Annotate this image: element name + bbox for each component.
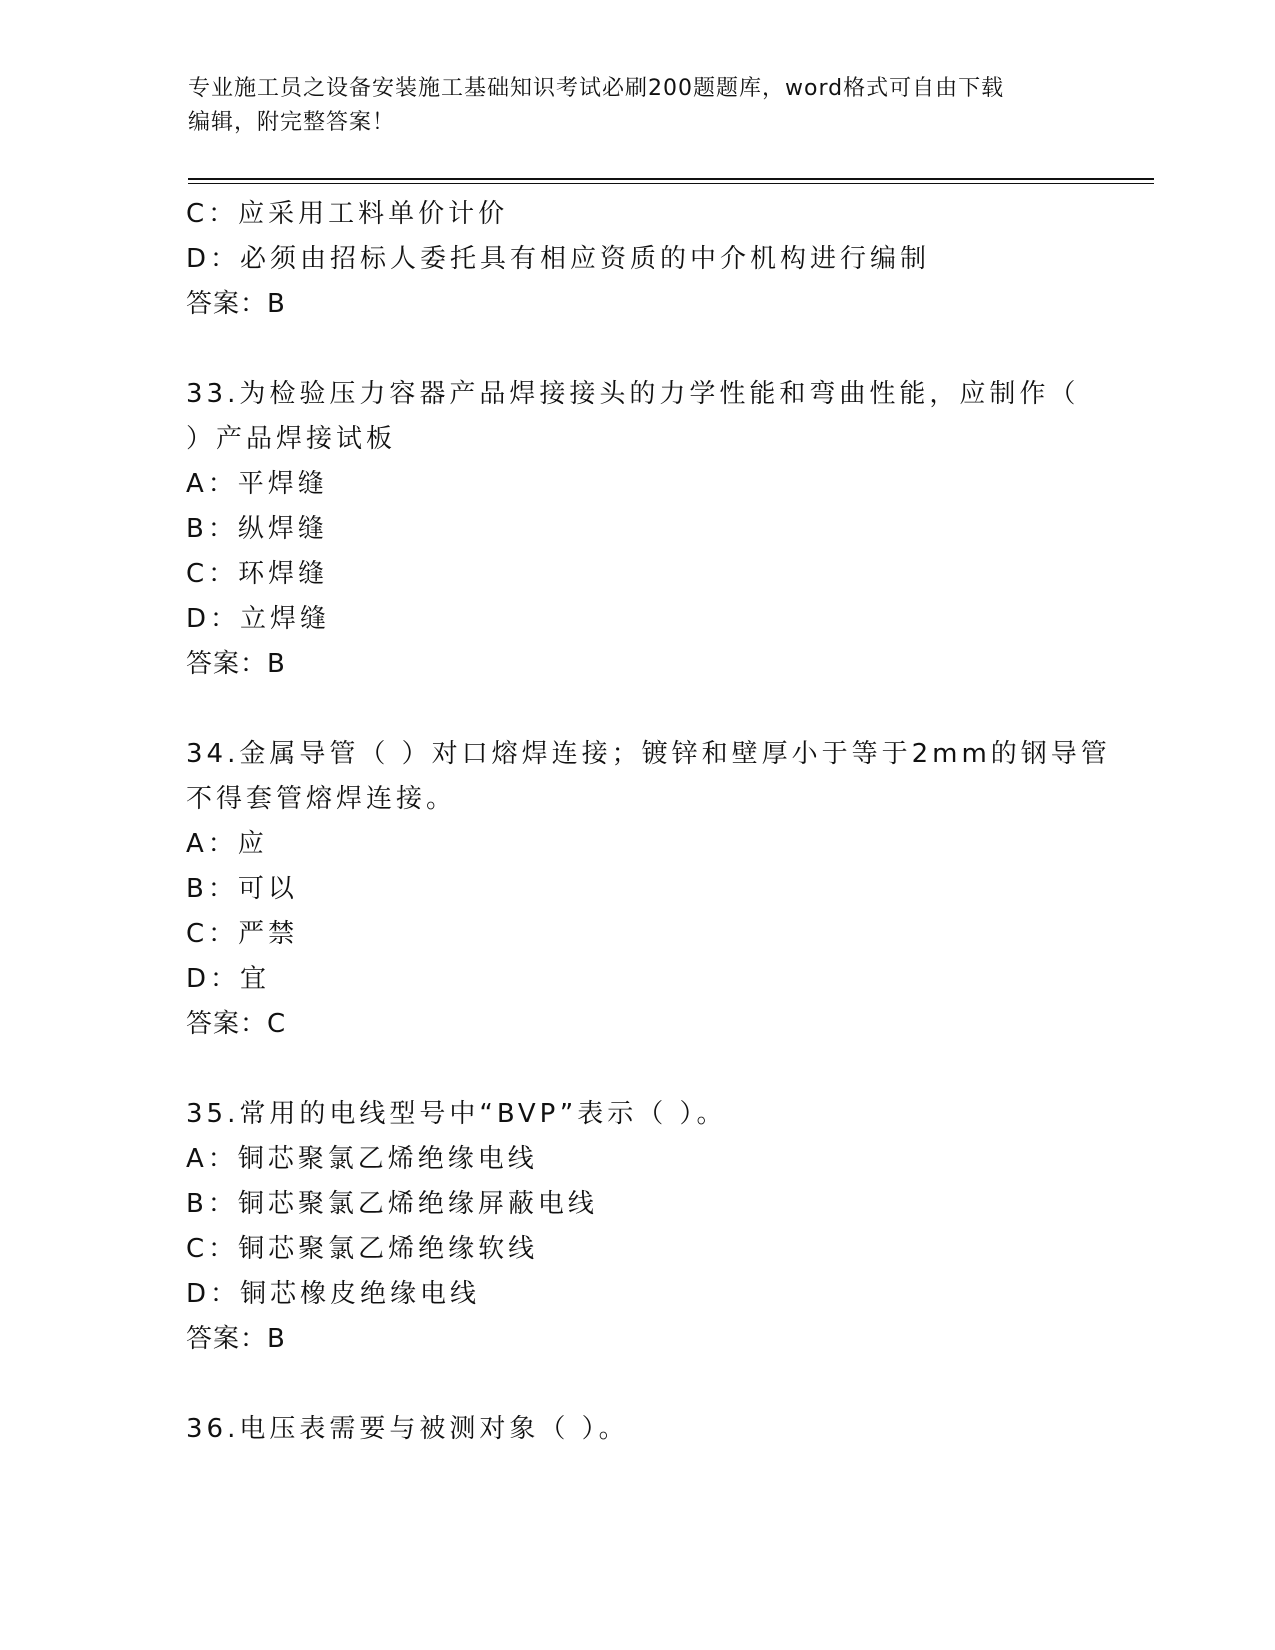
spacer (186, 687, 1086, 732)
option-c: C：严禁 (186, 919, 299, 949)
question-stem: 33.为检验压力容器产品焊接接头的力学性能和弯曲性能，应制作（ (186, 379, 1080, 409)
option-c: C：环焊缝 (186, 559, 329, 589)
answer-line: 答案：B (186, 289, 286, 319)
option-c: C：铜芯聚氯乙烯绝缘软线 (186, 1234, 539, 1264)
option-c: C：应采用工料单价计价 (186, 199, 509, 229)
answer-line: 答案：C (186, 1009, 287, 1039)
question-stem: 34.金属导管（ ）对口熔焊连接；镀锌和壁厚小于等于2mm的钢导管 (186, 739, 1111, 769)
option-b: B：铜芯聚氯乙烯绝缘屏蔽电线 (186, 1189, 598, 1219)
question-34 (186, 732, 1111, 1047)
option-d: D：宜 (186, 964, 271, 994)
header-rule-thin (188, 183, 1154, 184)
question-stem: ）产品焊接试板 (186, 424, 397, 454)
question-stem: 36.电压表需要与被测对象（ ）。 (186, 1414, 629, 1444)
header-title-line-2: 编辑，附完整答案！ (188, 110, 396, 135)
question-35 (186, 1092, 1086, 1362)
option-d: D：铜芯橡皮绝缘电线 (186, 1279, 481, 1309)
option-b: B：纵焊缝 (186, 514, 328, 544)
question-36 (186, 1407, 1086, 1452)
question-content (186, 192, 1111, 1452)
question-33 (186, 372, 1086, 687)
spacer (186, 1362, 1086, 1407)
spacer (186, 327, 1086, 372)
answer-line: 答案：B (186, 649, 286, 679)
question-stem: 35.常用的电线型号中“BVP”表示（ ）。 (186, 1099, 727, 1129)
option-a: A：铜芯聚氯乙烯绝缘电线 (186, 1144, 538, 1174)
option-b: B：可以 (186, 874, 298, 904)
answer-line: 答案：B (186, 1324, 286, 1354)
spacer (186, 1047, 1086, 1092)
option-a: A：应 (186, 829, 268, 859)
header-title-line-1: 专业施工员之设备安装施工基础知识考试必刷200题题库，word格式可自由下载 (188, 76, 1005, 101)
option-d: D：立焊缝 (186, 604, 331, 634)
question-stem: 不得套管熔焊连接。 (186, 784, 457, 814)
option-a: A：平焊缝 (186, 469, 328, 499)
option-d: D：必须由招标人委托具有相应资质的中介机构进行编制 (186, 244, 931, 274)
page-header (188, 72, 1068, 140)
header-rule-thick (188, 178, 1154, 180)
